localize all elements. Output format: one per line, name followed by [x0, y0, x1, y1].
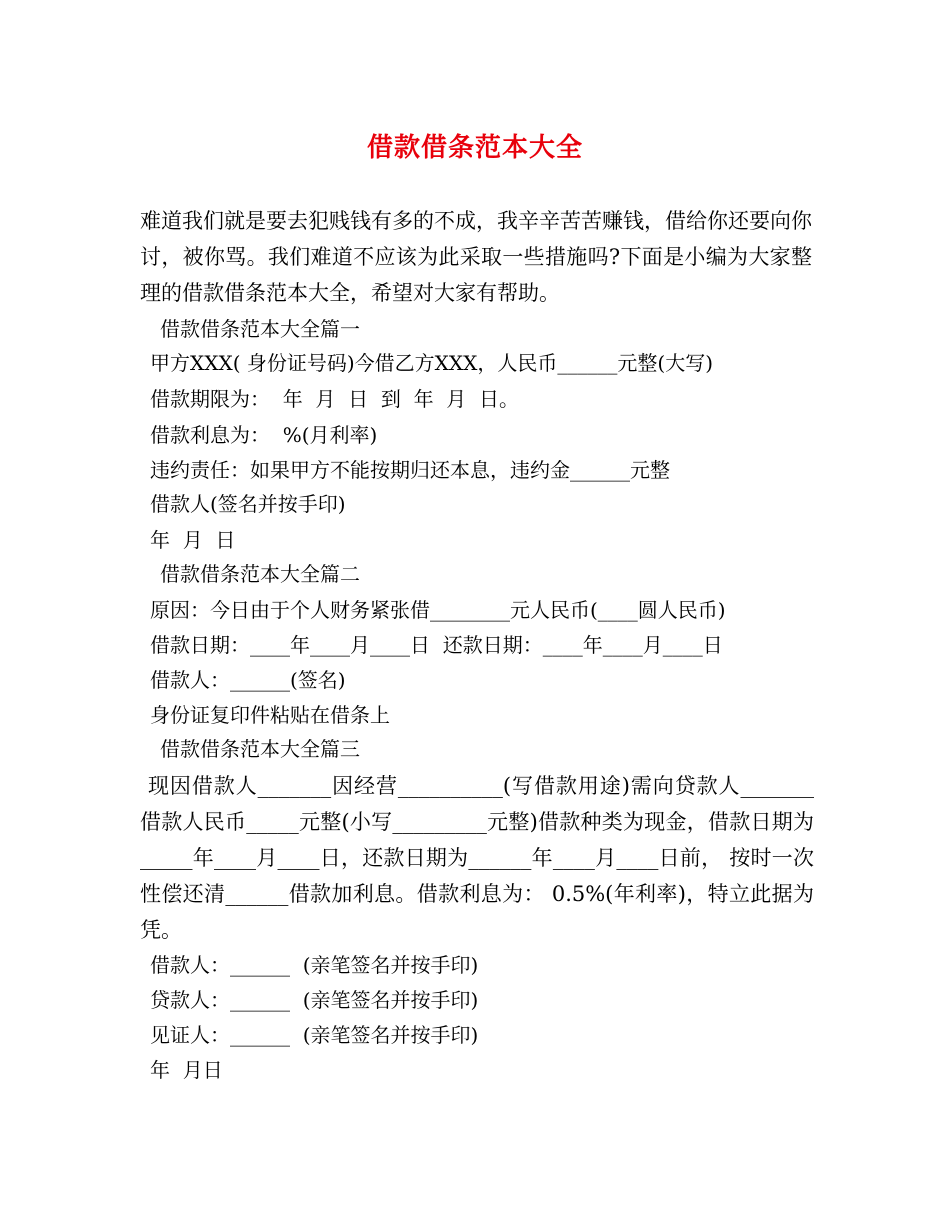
section-heading-1: 借款借条范本大全篇一	[160, 317, 360, 341]
section1-line: 甲方XXX( 身份证号码)今借乙方XXX，人民币______元整(大写)	[150, 351, 713, 375]
intro-paragraph: 难道我们就是要去犯贱钱有多的不成，我辛辛苦苦赚钱，借给你还要向你讨，被你骂。我们难道不应该为此采取一些措施吗?下面是小编为大家整理的借款借条范本大全，希望对大家有帮助。	[140, 209, 812, 305]
section1-line: 借款人(签名并按手印)	[150, 492, 346, 516]
section-heading-2: 借款借条范本大全篇二	[160, 562, 360, 586]
section2-line: 借款人：______(签名)	[150, 668, 346, 692]
section1-line: 违约责任：如果甲方不能按期归还本息，违约金______元整	[150, 458, 670, 482]
section2-line: 原因：今日由于个人财务紧张借________元人民币(____圆人民币)	[150, 598, 726, 622]
section2-line: 借款日期：____年____月____日 还款日期：____年____月____日	[150, 633, 723, 657]
section1-line: 年 月 日	[150, 528, 236, 552]
section-heading-3: 借款借条范本大全篇三	[160, 737, 360, 761]
section3-paragraph: 现因借款人_______因经营__________(写借款用途)需向贷款人_______借款人民币_____元整(小写_________元整)借款种类为现金，借款日期为_____年____月____日，还款日期为______年____月____日前， 按时一次性偿还清______借款加利息。借款利息为： 0.5%(年利率)，特立此据为凭。	[140, 774, 814, 942]
section3-line: 年 月日	[150, 1058, 223, 1082]
section2-line: 身份证复印件粘贴在借条上	[150, 703, 390, 727]
section3-line: 贷款人：______ (亲笔签名并按手印)	[150, 988, 479, 1012]
document-title: 借款借条范本大全	[366, 133, 583, 163]
section1-line: 借款期限为： 年 月 日 到 年 月 日。	[150, 387, 520, 411]
section1-line: 借款利息为： %(月利率)	[150, 423, 378, 447]
section3-line: 见证人：______ (亲笔签名并按手印)	[150, 1023, 479, 1047]
section3-line: 借款人：______ (亲笔签名并按手印)	[150, 953, 479, 977]
